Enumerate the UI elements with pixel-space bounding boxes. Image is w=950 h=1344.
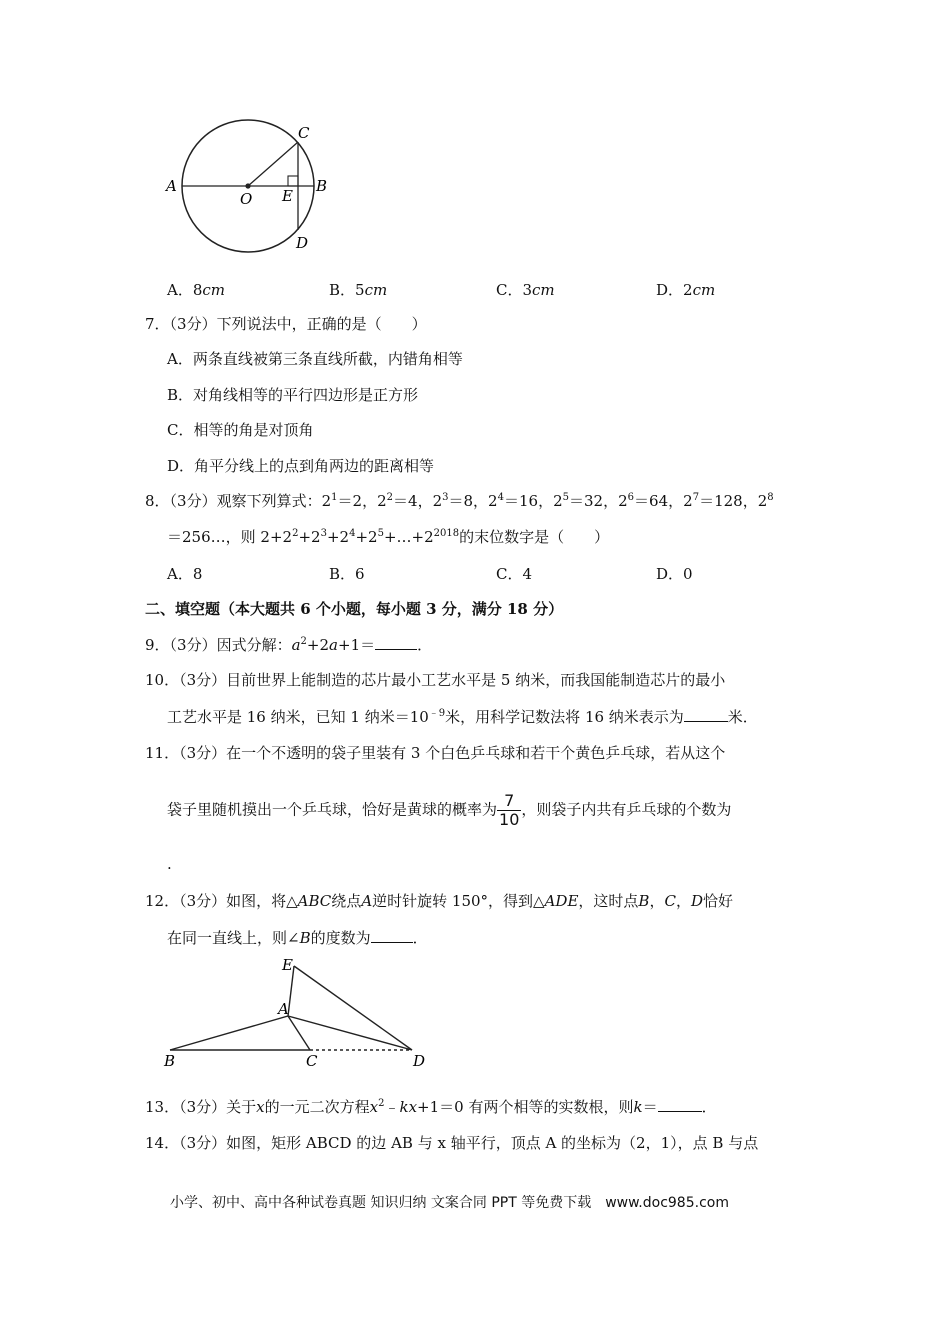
page-footer: 小学、初中、高中各种试卷真题 知识归纳 文案合同 PPT 等免费下载 www.doc985.com — [170, 1195, 729, 1211]
triangle-figure — [160, 952, 440, 1072]
q13: 13．（3分）关于x的一元二次方程$x^2﹣kx+1=0$ 有两个相等的实数根，则k＝ ． — [145, 1098, 717, 1116]
circle-figure — [160, 108, 340, 268]
q9: 9．（3分）因式分解：$a^2+2a+1=$ ． — [145, 636, 433, 654]
label-D: D — [413, 1052, 426, 1070]
label-A: A — [166, 177, 177, 195]
q10-answer-blank[interactable] — [684, 707, 728, 722]
label-E: E — [282, 187, 293, 205]
q6-option-a: A．8cm — [167, 281, 226, 299]
q8-option-d: D．0 — [656, 565, 693, 583]
label-B: B — [164, 1052, 176, 1070]
label-A: A — [278, 1000, 289, 1018]
label-C: C — [306, 1052, 318, 1070]
q8-line1: 8．（3分）观察下列算式：$2^1=2$，$2^2=4$，$2^3=8$，$2^4=16$，$2^5=32$，$2^6=64$，$2^7=128$，$2^8$ — [145, 492, 774, 510]
q10-line1: 10．（3分）目前世界上能制造的芯片最小工艺水平是 5 纳米，而我国能制造芯片的最小 — [145, 671, 726, 689]
q8-line2: ＝256…，则 $2+2^2+2^3+2^4+2^5+\dots+2^{2018}$的末位数字是（ ） — [167, 528, 610, 546]
label-D: D — [296, 234, 309, 252]
q7-stem: 7．（3分）下列说法中，正确的是（ ） — [145, 315, 427, 333]
q6-option-b: B．5cm — [329, 281, 388, 299]
label-E: E — [282, 956, 293, 974]
q9-answer-blank[interactable] — [375, 635, 417, 650]
q14-line1: 14．（3分）如图，矩形 ABCD 的边 AB 与 x 轴平行，顶点 A 的坐标为（2，1），点 B 与点 — [145, 1134, 759, 1152]
q11-line1: 11．（3分）在一个不透明的袋子里装有 3 个白色乒乓球和若干个黄色乒乓球，若从这个 — [145, 744, 726, 762]
q6-option-d: D．2cm — [656, 281, 716, 299]
q13-answer-blank[interactable] — [658, 1097, 702, 1112]
q7-option-d: D．角平分线上的点到角两边的距离相等 — [167, 457, 435, 475]
q12-line1: 12．（3分）如图，将△ABC绕点A逆时针旋转 150°，得到△ADE，这时点B，C，D恰好 — [145, 892, 734, 910]
q11-line2: 袋子里随机摸出一个乒乓球，恰好是黄球的概率为 $\frac{7}{10}$ ，则袋子内共有乒乓球的个数为 — [167, 791, 732, 829]
q8-option-b: B．6 — [329, 565, 365, 583]
label-C: C — [298, 124, 310, 142]
q7-option-a: A．两条直线被第三条直线所截，内错角相等 — [167, 350, 463, 368]
q8-option-c: C．4 — [496, 565, 533, 583]
q12-answer-blank[interactable] — [371, 928, 413, 943]
q7-option-c: C．相等的角是对顶角 — [167, 421, 314, 439]
label-O: O — [240, 190, 253, 208]
q7-option-b: B．对角线相等的平行四边形是正方形 — [167, 386, 419, 404]
q10-line2: 工艺水平是 16 纳米，已知 1 纳米$=10^{﹣9}$米，用科学记数法将 16 纳米表示为 米． — [167, 708, 758, 726]
q11-line3: . — [167, 855, 172, 873]
q6-option-c: C．3cm — [496, 281, 555, 299]
section-heading: 二、填空题（本大题共 6 个小题，每小题 3 分，满分 18 分） — [145, 600, 564, 618]
label-B: B — [316, 177, 328, 195]
probability-fraction: $\frac{7}{10}$ — [499, 791, 520, 829]
q8-option-a: A．8 — [167, 565, 203, 583]
q12-line2: 在同一直线上，则∠B的度数为 ． — [167, 929, 428, 947]
